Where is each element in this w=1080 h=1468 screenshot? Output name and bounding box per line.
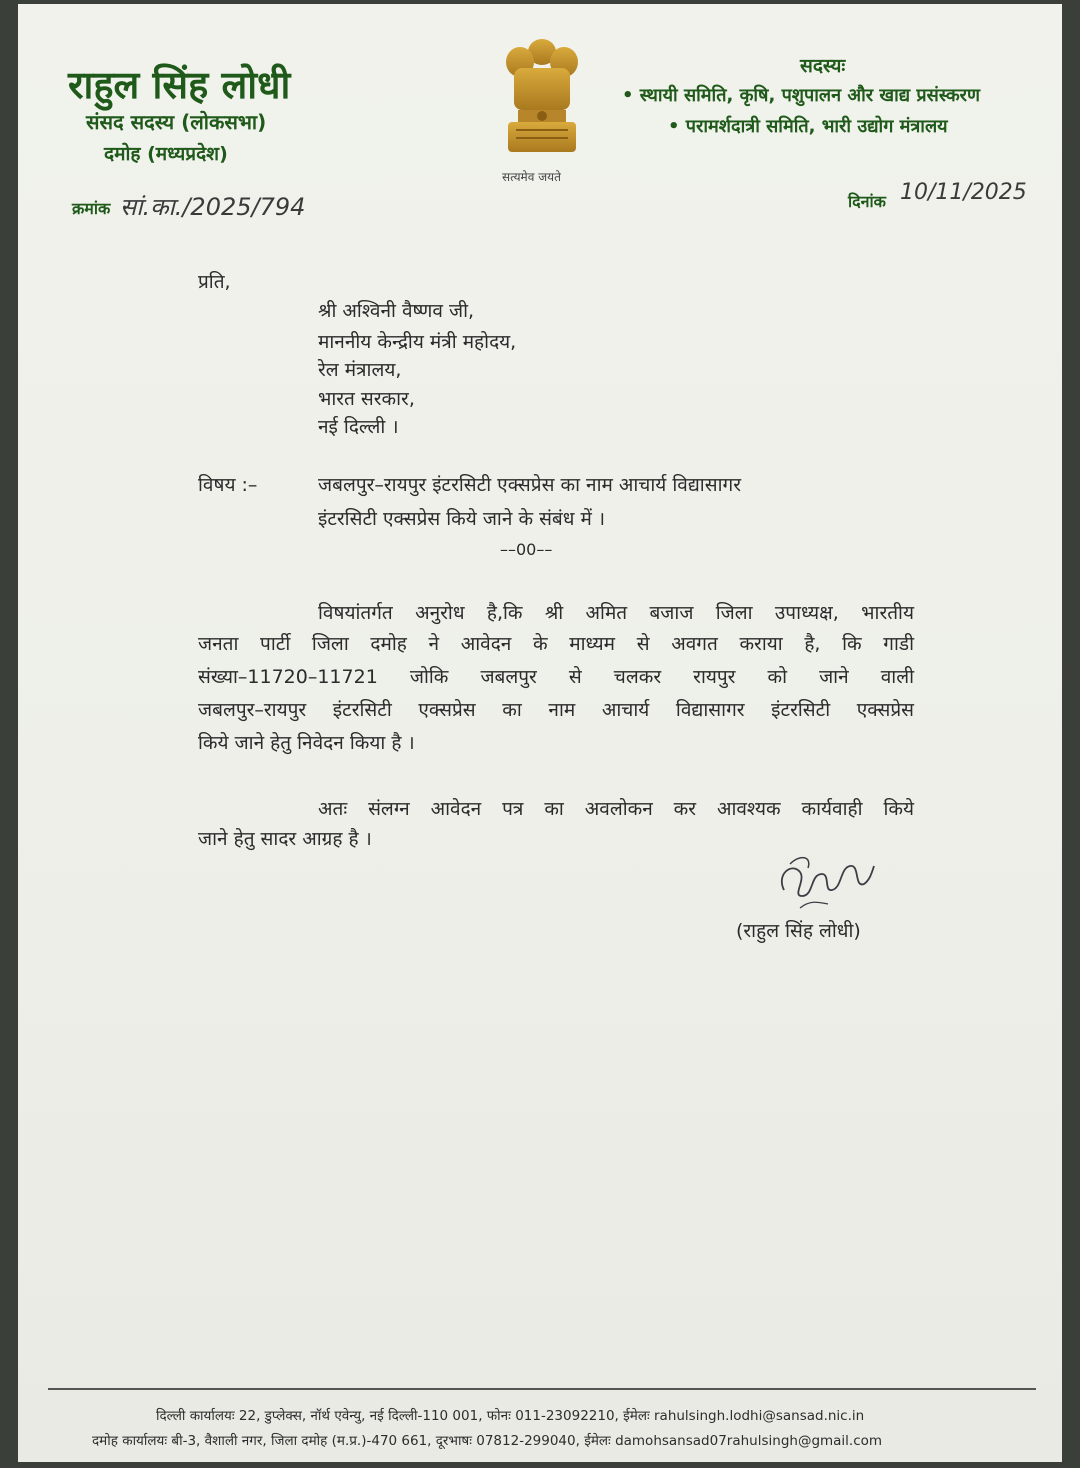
committee-1-text: स्थायी समिति, कृषि, पशुपालन और खाद्य प्रसंस्करण [639,85,981,106]
footer-rule [48,1388,1036,1390]
sender-designation: संसद सदस्य (लोकसभा) [86,110,267,134]
member-heading: सदस्यः [800,55,846,77]
ref-label: क्रमांक [72,199,111,218]
para2-line: जाने हेतु सादर आग्रह है । [198,828,372,850]
para1-line: किये जाने हेतु निवेदन किया है । [198,732,415,754]
committee-1: • स्थायी समिति, कृषि, पशुपालन और खाद्य प्रसंस्करण [622,85,981,106]
date-label: दिनांक [848,192,886,211]
recipient-line: रेल मंत्रालय, [318,359,402,381]
date-value: 10/11/2025 [900,180,1027,205]
signature [770,844,880,914]
para2-line: अतः संलग्न आवेदन पत्र का अवलोकन कर आवश्यक कार्यवाही किये [318,798,914,820]
footer-delhi-office: दिल्ली कार्यालयः 22, डुप्लेक्स, नॉर्थ एवेन्यु, नई दिल्ली-110 001, फोनः 011-23092210, ईमेलः rahulsingh.lodhi@sansad.nic.in [156,1408,865,1424]
subject-line: जबलपुर–रायपुर इंटरसिटी एक्सप्रेस का नाम आचार्य विद्यासागर [318,474,741,496]
sender-constituency: दमोह (मध्यप्रदेश) [104,143,228,165]
committee-2: • परामर्शदात्री समिति, भारी उद्योग मंत्रालय [668,116,948,137]
recipient-line: भारत सरकार, [318,388,415,410]
emblem-motto: सत्यमेव जयते [502,170,561,184]
to-label: प्रति, [198,271,231,293]
ref-number: सां.का./2025/794 [120,193,306,221]
sender-name: राहुल सिंह लोधी [68,63,291,107]
recipient-line: माननीय केन्द्रीय मंत्री महोदय, [318,331,517,353]
national-emblem-icon [496,30,588,166]
subject-line: इंटरसिटी एक्सप्रेस किये जाने के संबंध में । [318,508,606,530]
para1-line: जनता पार्टी जिला दमोह ने आवेदन के माध्यम से अवगत कराया है, कि गाडी [198,633,914,655]
recipient-line: श्री अश्विनी वैष्णव जी, [318,300,475,322]
para1-line: संख्या–11720–11721 जोकि जबलपुर से चलकर रायपुर को जाने वाली [198,666,914,688]
committee-2-text: परामर्शदात्री समिति, भारी उद्योग मंत्रालय [685,116,948,137]
subject-label: विषय :– [198,474,258,496]
separator: ––00–– [500,540,553,559]
footer-damoh-office: दमोह कार्यालयः बी-3, वैशाली नगर, जिला दमोह (म.प्र.)-470 661, दूरभाषः 07812-299040, ईमेलः damohsansad07rahulsingh@gmail.com [92,1433,883,1449]
recipient-line: नई दिल्ली । [318,416,399,438]
para1-line: जबलपुर–रायपुर इंटरसिटी एक्सप्रेस का नाम आचार्य विद्यासागर इंटरसिटी एक्सप्रेस [198,699,914,721]
para1-line: विषयांतर्गत अनुरोध है,कि श्री अमित बजाज जिला उपाध्यक्ष, भारतीय [318,602,914,624]
signatory-name: (राहुल सिंह लोधी) [736,920,861,942]
